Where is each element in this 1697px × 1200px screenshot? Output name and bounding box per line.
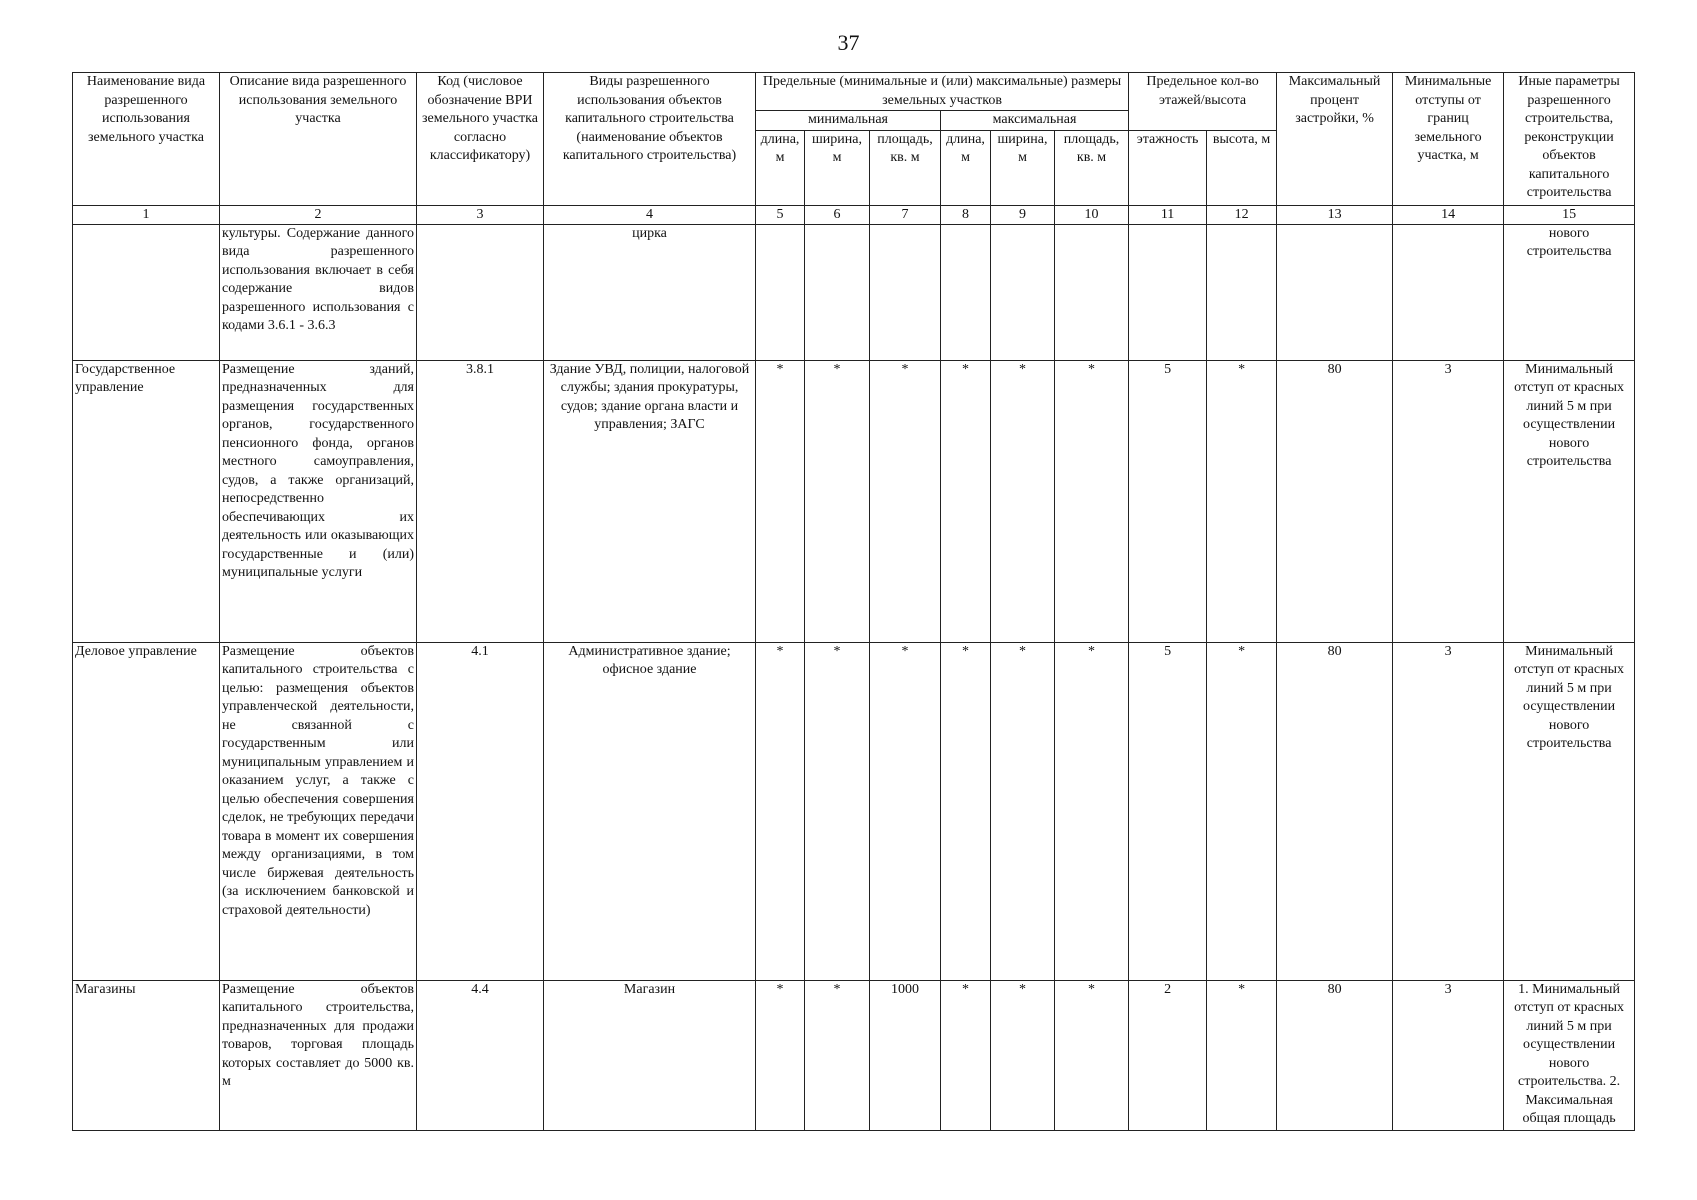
column-number-row bbox=[73, 205, 1635, 224]
column-number: 4 bbox=[544, 205, 756, 224]
land-use-name bbox=[73, 224, 220, 360]
floors: 2 bbox=[1129, 980, 1207, 1130]
min-width bbox=[805, 224, 870, 360]
header-max-width: ширина, м bbox=[991, 130, 1055, 205]
min-length bbox=[756, 224, 805, 360]
zoning-table bbox=[72, 72, 1635, 1131]
column-number: 11 bbox=[1129, 205, 1207, 224]
max-area: * bbox=[1055, 642, 1129, 980]
setback: 3 bbox=[1393, 642, 1504, 980]
max-width: * bbox=[991, 642, 1055, 980]
max-width bbox=[991, 224, 1055, 360]
land-use-name: Магазины bbox=[73, 980, 220, 1130]
floors bbox=[1129, 224, 1207, 360]
column-number: 6 bbox=[805, 205, 870, 224]
setback bbox=[1393, 224, 1504, 360]
header-max-length: длина, м bbox=[941, 130, 991, 205]
land-use-code: 3.8.1 bbox=[417, 360, 544, 642]
header-code: Код (числовое обозначение ВРИ земельного участка согласно классификатору) bbox=[417, 73, 544, 206]
min-length: * bbox=[756, 360, 805, 642]
header-floors: этажность bbox=[1129, 130, 1207, 205]
column-number: 3 bbox=[417, 205, 544, 224]
land-use-code: 4.4 bbox=[417, 980, 544, 1130]
min-length: * bbox=[756, 980, 805, 1130]
height: * bbox=[1207, 642, 1277, 980]
table-header bbox=[73, 73, 1635, 225]
setback: 3 bbox=[1393, 980, 1504, 1130]
column-number: 15 bbox=[1504, 205, 1635, 224]
land-use-code: 4.1 bbox=[417, 642, 544, 980]
column-number: 12 bbox=[1207, 205, 1277, 224]
max-length: * bbox=[941, 642, 991, 980]
column-number: 1 bbox=[73, 205, 220, 224]
min-width: * bbox=[805, 642, 870, 980]
land-use-name: Государственное управление bbox=[73, 360, 220, 642]
floors: 5 bbox=[1129, 642, 1207, 980]
height: * bbox=[1207, 360, 1277, 642]
header-min-length: длина, м bbox=[756, 130, 805, 205]
max-area bbox=[1055, 224, 1129, 360]
min-area bbox=[870, 224, 941, 360]
max-percent bbox=[1277, 224, 1393, 360]
min-width: * bbox=[805, 360, 870, 642]
header-size-limits: Предельные (минимальные и (или) максимальные) размеры земельных участков bbox=[756, 73, 1129, 111]
construction-objects: Административное здание; офисное здание bbox=[544, 642, 756, 980]
header-maximum: максимальная bbox=[941, 111, 1129, 131]
max-percent: 80 bbox=[1277, 980, 1393, 1130]
height bbox=[1207, 224, 1277, 360]
land-use-name: Деловое управление bbox=[73, 642, 220, 980]
land-use-description: Размещение зданий, предназначенных для размещения государственных органов, государственного пенсионного фонда, органов местного самоуправления, судов, а также организаций, непосредственно обеспечивающих их деятельность или оказывающих государственные и (или) муниципальные услуги bbox=[220, 360, 417, 642]
header-max-area: площадь, кв. м bbox=[1055, 130, 1129, 205]
header-description: Описание вида разрешенного использования земельного участка bbox=[220, 73, 417, 206]
setback: 3 bbox=[1393, 360, 1504, 642]
header-height: высота, м bbox=[1207, 130, 1277, 205]
page-number: 37 bbox=[837, 30, 860, 55]
column-number: 7 bbox=[870, 205, 941, 224]
header-other-params: Иные параметры разрешенного строительства, реконструкции объектов капитального строительства bbox=[1504, 73, 1635, 206]
table-row bbox=[73, 642, 1635, 980]
max-length: * bbox=[941, 980, 991, 1130]
column-number: 5 bbox=[756, 205, 805, 224]
min-area: * bbox=[870, 642, 941, 980]
other-params: 1. Минимальный отступ от красных линий 5 м при осуществлении нового строительства. 2. Максимальная общая площадь bbox=[1504, 980, 1635, 1130]
table-row bbox=[73, 980, 1635, 1130]
column-number: 13 bbox=[1277, 205, 1393, 224]
min-area: * bbox=[870, 360, 941, 642]
other-params: нового строительства bbox=[1504, 224, 1635, 360]
land-use-code bbox=[417, 224, 544, 360]
max-width: * bbox=[991, 360, 1055, 642]
header-name: Наименование вида разрешенного использования земельного участка bbox=[73, 73, 220, 206]
header-setbacks: Минимальные отступы от границ земельного участка, м bbox=[1393, 73, 1504, 206]
land-use-description: Размещение объектов капитального строительства с целью: размещения объектов управленческой деятельности, не связанной с государственным или муниципальным управлением и оказанием услуг, а также с целью обеспечения совершения сделок, не требующих передачи товара в момент их совершения между организациями, в том числе биржевая деятельность (за исключением банковской и страховой деятельности) bbox=[220, 642, 417, 980]
construction-objects: Магазин bbox=[544, 980, 756, 1130]
header-objects: Виды разрешенного использования объектов капитального строительства (наименование объектов капитального строительства) bbox=[544, 73, 756, 206]
min-width: * bbox=[805, 980, 870, 1130]
min-area: 1000 bbox=[870, 980, 941, 1130]
construction-objects: цирка bbox=[544, 224, 756, 360]
column-number: 10 bbox=[1055, 205, 1129, 224]
header-floor-limits: Предельное кол-во этажей/высота bbox=[1129, 73, 1277, 131]
table-row bbox=[73, 360, 1635, 642]
header-max-percent: Максимальный процент застройки, % bbox=[1277, 73, 1393, 206]
max-percent: 80 bbox=[1277, 360, 1393, 642]
floors: 5 bbox=[1129, 360, 1207, 642]
table-row bbox=[73, 224, 1635, 360]
construction-objects: Здание УВД, полиции, налоговой службы; здания прокуратуры, судов; здание органа власти и управления; ЗАГС bbox=[544, 360, 756, 642]
other-params: Минимальный отступ от красных линий 5 м при осуществлении нового строительства bbox=[1504, 360, 1635, 642]
max-length bbox=[941, 224, 991, 360]
header-minimum: минимальная bbox=[756, 111, 941, 131]
column-number: 9 bbox=[991, 205, 1055, 224]
header-min-width: ширина, м bbox=[805, 130, 870, 205]
column-number: 14 bbox=[1393, 205, 1504, 224]
max-percent: 80 bbox=[1277, 642, 1393, 980]
other-params: Минимальный отступ от красных линий 5 м при осуществлении нового строительства bbox=[1504, 642, 1635, 980]
header-min-area: площадь, кв. м bbox=[870, 130, 941, 205]
max-area: * bbox=[1055, 360, 1129, 642]
min-length: * bbox=[756, 642, 805, 980]
max-length: * bbox=[941, 360, 991, 642]
land-use-description: культуры. Содержание данного вида разрешенного использования включает в себя содержание видов разрешенного использования с кодами 3.6.1 - 3.6.3 bbox=[220, 224, 417, 360]
height: * bbox=[1207, 980, 1277, 1130]
column-number: 8 bbox=[941, 205, 991, 224]
column-number: 2 bbox=[220, 205, 417, 224]
max-width: * bbox=[991, 980, 1055, 1130]
max-area: * bbox=[1055, 980, 1129, 1130]
land-use-description: Размещение объектов капитального строительства, предназначенных для продажи товаров, торговая площадь которых составляет до 5000 кв. м bbox=[220, 980, 417, 1130]
